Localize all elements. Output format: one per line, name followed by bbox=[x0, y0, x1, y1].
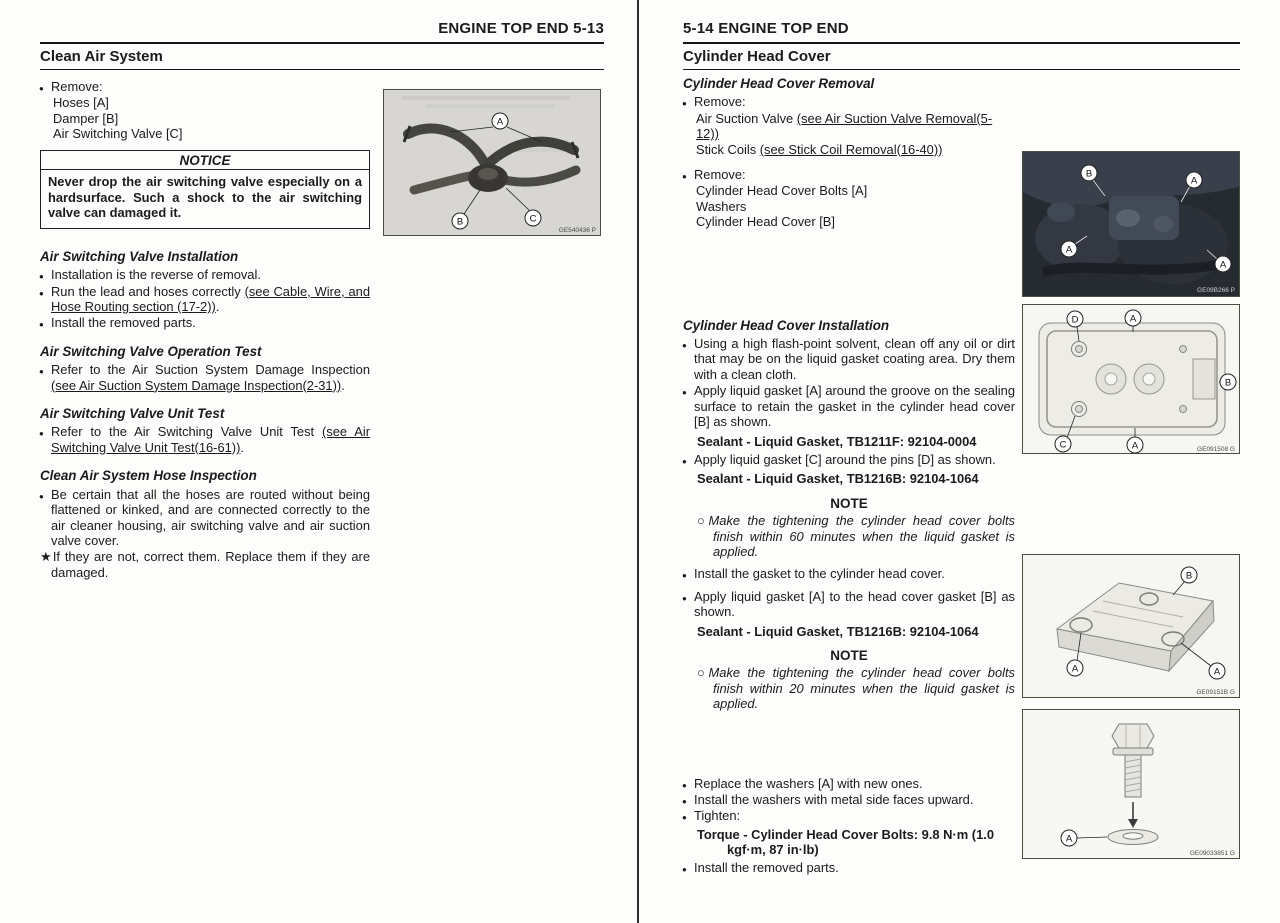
subsection-heading: Air Switching Valve Operation Test bbox=[40, 343, 262, 359]
bullet-text: Run the lead and hoses correctly bbox=[51, 283, 245, 299]
page-5-13 bbox=[0, 0, 637, 923]
callout-d-label: D bbox=[1071, 314, 1079, 326]
note-body: ○Make the tightening the cylinder head cover bolts finish within 60 minutes when the liquid gasket is applied. bbox=[697, 513, 1015, 559]
subsection-heading: Air Switching Valve Installation bbox=[40, 248, 239, 264]
list-item bbox=[683, 142, 1015, 157]
figure-code: GE540436 P bbox=[558, 227, 596, 234]
callout-c-label: C bbox=[1059, 439, 1067, 451]
page-number-header: 5-14 ENGINE TOP END bbox=[683, 20, 849, 37]
subsection-heading: Cylinder Head Cover Installation bbox=[683, 317, 890, 333]
figure-code: GE091508 G bbox=[1197, 446, 1235, 453]
pin bbox=[1076, 346, 1083, 353]
item-text: Stick Coils bbox=[696, 141, 760, 157]
bullet-item: ● Replace the washers [A] with new ones. bbox=[683, 776, 1015, 791]
list-item: Damper [B] bbox=[53, 110, 119, 126]
bullet-item: ● Install the gasket to the cylinder head cover. bbox=[683, 566, 1015, 581]
bullet-item: ● Install the removed parts. bbox=[683, 860, 1015, 875]
callout-a-label: A bbox=[1219, 259, 1227, 271]
figure-code: GE09151B G bbox=[1196, 689, 1235, 696]
figure-air-switching-valve-photo bbox=[383, 89, 601, 236]
callout-a-label: A bbox=[1213, 666, 1221, 678]
note-title: NOTE bbox=[830, 647, 868, 663]
page-5-14 bbox=[639, 0, 1280, 923]
callout-a-label: A bbox=[1129, 313, 1137, 325]
bullet-item: ● Tighten: bbox=[683, 808, 1015, 823]
bullet-item: ● Apply liquid gasket [C] around the pins [D] as shown. bbox=[683, 452, 1015, 467]
bullet-item: ● Apply liquid gasket [A] to the head cover gasket [B] as shown. bbox=[683, 589, 1015, 620]
bullet-text: . bbox=[341, 377, 345, 393]
sealant-spec: Sealant - Liquid Gasket, TB1216B: 92104-1064 bbox=[697, 471, 979, 487]
subsection-heading: Air Switching Valve Unit Test bbox=[40, 406, 225, 422]
callout-b-label: B bbox=[1224, 377, 1232, 389]
list-item bbox=[683, 111, 1015, 142]
callout-a-label: A bbox=[1131, 440, 1139, 452]
sealant-spec: Sealant - Liquid Gasket, TB1211F: 92104-0004 bbox=[697, 433, 977, 449]
bullet-item: ● Installation is the reverse of removal. bbox=[40, 267, 370, 282]
title-rule bbox=[40, 69, 604, 70]
callout-a-label: A bbox=[1065, 244, 1073, 256]
bullet-item: ● Be certain that all the hoses are routed without being flattened or kinked, and are connected correctly to the air cleaner housing, air switching valve and air suction valve cover. bbox=[40, 487, 370, 549]
bullet-item bbox=[40, 362, 370, 393]
bullet-text: . bbox=[215, 299, 220, 315]
bullet-item: ● Install the washers with metal side faces upward. bbox=[683, 792, 1015, 807]
item-text: Air Suction Valve bbox=[696, 110, 797, 126]
list-item: Cylinder Head Cover [B] bbox=[696, 214, 835, 230]
note-body: ○Make the tightening the cylinder head cover bolts finish within 20 minutes when the liquid gasket is applied. bbox=[697, 665, 1015, 712]
bullet-item: ● Remove: bbox=[683, 94, 1015, 109]
torque-spec: Torque - Cylinder Head Cover Bolts: 9.8 N·m (1.0 kgf·m, 87 in·lb) bbox=[697, 826, 995, 858]
bullet-text: . bbox=[240, 439, 244, 455]
subsection-heading: Cylinder Head Cover Removal bbox=[683, 76, 875, 91]
text-column bbox=[683, 76, 1015, 875]
section-title: Clean Air System bbox=[40, 48, 163, 65]
section-title: Cylinder Head Cover bbox=[683, 48, 831, 65]
note-title: NOTE bbox=[830, 495, 868, 511]
bullet-item: ● Remove: bbox=[40, 79, 370, 94]
subsection-heading: Clean Air System Hose Inspection bbox=[40, 468, 257, 484]
bullet-text: Refer to the Air Suction System Damage Inspection bbox=[51, 362, 370, 378]
notice-box bbox=[40, 150, 370, 229]
callout-a-label: A bbox=[1190, 175, 1198, 187]
callout-a-label: A bbox=[496, 116, 504, 128]
bullet-item: ● Apply liquid gasket [A] around the groove on the sealing surface to retain the gasket in the cylinder head cover [B] as shown. bbox=[683, 383, 1015, 429]
star-note-item: ★If they are not, correct them. Replace them if they are damaged. bbox=[40, 549, 370, 580]
page-number-header: ENGINE TOP END 5-13 bbox=[438, 20, 604, 37]
figure-head-cover-gasket-drawing bbox=[1022, 554, 1240, 698]
list-item: Air Switching Valve [C] bbox=[53, 126, 183, 142]
bullet-item: ● Remove: bbox=[683, 167, 1015, 182]
cross-reference-link[interactable]: (see Air Suction Valve Removal(5-12)) bbox=[696, 110, 993, 142]
callout-b-label: B bbox=[1085, 168, 1093, 180]
page-body bbox=[683, 76, 1240, 875]
callout-b-label: B bbox=[1185, 570, 1193, 582]
cross-reference-link[interactable]: (see Cable, Wire, and Hose Routing section (17-2)) bbox=[51, 283, 370, 315]
callout-a-label: A bbox=[1065, 833, 1073, 845]
list-item: Hoses [A] bbox=[53, 95, 109, 111]
figure-bolt-washer-drawing bbox=[1022, 709, 1240, 859]
page-body bbox=[40, 79, 604, 580]
callout-b-label: B bbox=[456, 216, 464, 228]
notice-body: Never drop the air switching valve especially on a hardsurface. Such a shock to the air switching valve can damaged it. bbox=[48, 174, 362, 221]
list-item: Washers bbox=[696, 198, 747, 214]
bullet-item: ● Using a high flash-point solvent, clean off any oil or dirt that may be on the liquid gasket coating area. Dry them with a clean cloth. bbox=[683, 336, 1015, 382]
callout-c-label: C bbox=[529, 213, 537, 225]
title-rule bbox=[683, 69, 1240, 70]
figure-code: GE09033851 G bbox=[1189, 850, 1235, 857]
cross-reference-link[interactable]: (see Stick Coil Removal(16-40)) bbox=[759, 141, 943, 157]
figure-engine-photo bbox=[1022, 151, 1240, 297]
figure-code: GE09B266 P bbox=[1197, 287, 1235, 294]
cross-reference-link[interactable]: (see Air Switching Valve Unit Test(16-61)) bbox=[51, 424, 370, 455]
sealant-spec: Sealant - Liquid Gasket, TB1216B: 92104-1064 bbox=[697, 623, 979, 639]
bolt-head bbox=[1112, 724, 1154, 748]
text-column bbox=[40, 79, 370, 580]
callout-a-label: A bbox=[1071, 663, 1079, 675]
bullet-item: ● Install the removed parts. bbox=[40, 315, 370, 330]
bullet-item bbox=[40, 284, 370, 315]
figure-head-cover-inside-drawing bbox=[1022, 304, 1240, 454]
bullet-text: Refer to the Air Switching Valve Unit Test bbox=[51, 424, 322, 440]
bullet-item bbox=[40, 424, 370, 455]
cross-reference-link[interactable]: (see Air Suction System Damage Inspection(2-31)) bbox=[51, 377, 342, 393]
list-item: Cylinder Head Cover Bolts [A] bbox=[696, 183, 868, 199]
notice-title: NOTICE bbox=[41, 151, 369, 170]
